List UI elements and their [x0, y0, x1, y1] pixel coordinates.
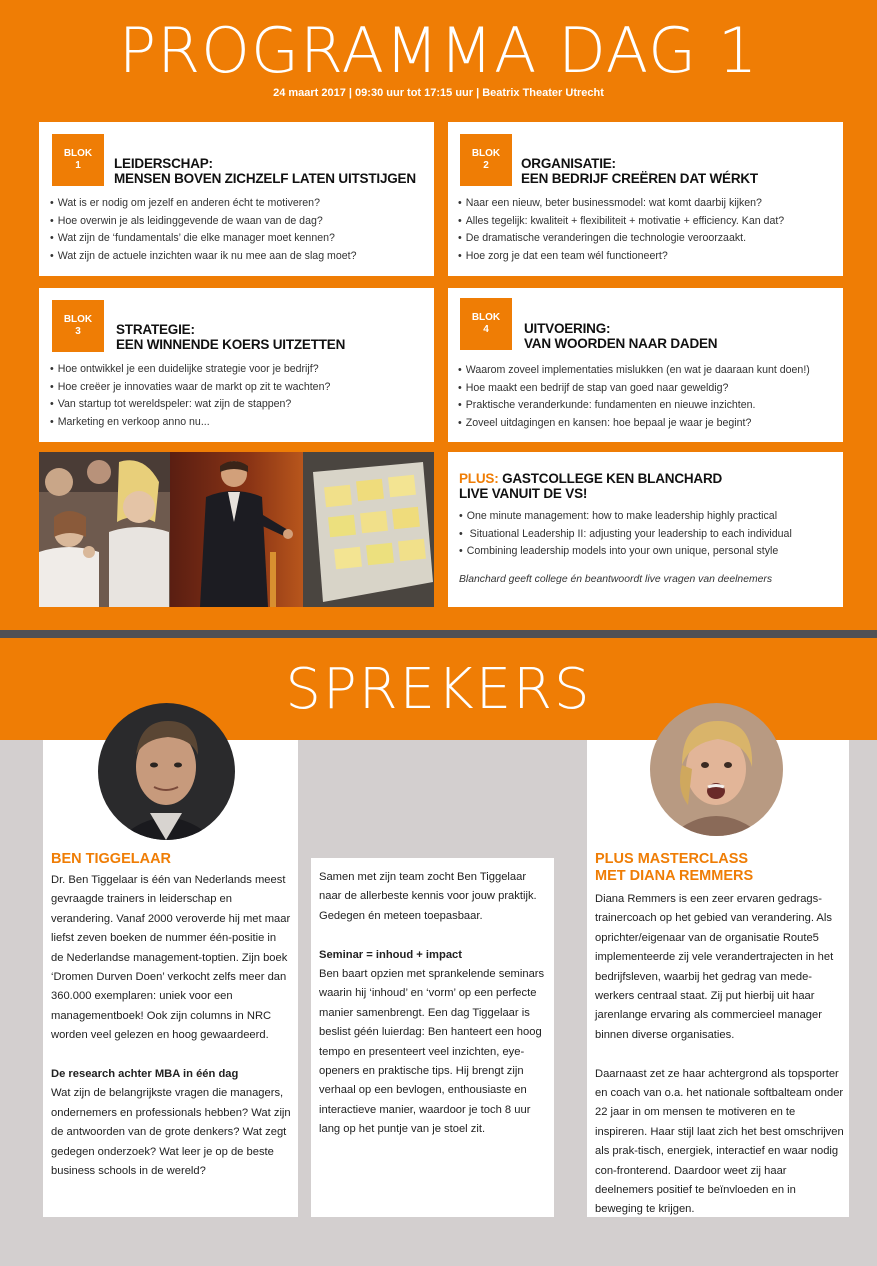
- audience-photo: [39, 452, 170, 607]
- sprekers-heading: SPREKERS: [0, 638, 877, 740]
- block-bullets-2: [458, 195, 784, 265]
- event-photos: [39, 452, 434, 607]
- list-item: • Naar een nieuw, beter businessmodel: wat komt daarbij kijken?: [458, 195, 784, 213]
- list-item: • Praktische veranderkunde: fundamenten en nieuwe inzichten.: [458, 397, 810, 415]
- list-item: • Alles tegelijk: kwaliteit + flexibiliteit + motivatie + efficiency. Kan dat?: [458, 213, 784, 231]
- list-item: • Waarom zoveel implementaties mislukken (en wat je daaraan kunt doen!): [458, 362, 810, 380]
- list-item: • Hoe ontwikkel je een duidelijke strategie voor je bedrijf?: [50, 361, 330, 379]
- avatar-diana-image: [650, 703, 783, 836]
- seminar-heading: Seminar = inhoud + impact: [319, 948, 462, 961]
- plus-guest-lecture-card: [448, 452, 843, 607]
- list-item: • Hoe creëer je innovaties waar de markt op zit te wachten?: [50, 379, 330, 397]
- block-title-line: EEN BEDRIJF CREËREN DAT WÉRKT: [521, 171, 758, 186]
- event-subtitle: 24 maart 2017 | 09:30 uur tot 17:15 uur | Beatrix Theater Utrecht: [273, 87, 604, 99]
- list-item: • Hoe maakt een bedrijf de stap van goed naar geweldig?: [458, 380, 810, 398]
- block-card-4: [448, 288, 843, 442]
- list-item: • Wat zijn de ‘fundamentals’ die elke manager moet kennen?: [50, 230, 356, 248]
- block-badge-1: [52, 134, 104, 186]
- block-bullets-3: [50, 361, 330, 431]
- speaker-bio-ben: [51, 871, 291, 1181]
- list-item: • Combining leadership models into your own unique, personal style: [459, 543, 792, 561]
- plus-title-line: LIVE VANUIT DE VS!: [459, 486, 588, 501]
- speaker-bio-paragraph: Daarnaast zet ze haar achtergrond als topsporter en coach van o.a. het nationale softbalteam onder 22 jaar in om mensen te motiveren en te inspireren. Haar stijl laat zich het best omschrijven als prak-tisch, energiek, interactief en waar nodig con-fronterend. Daardoor weet zij haar deelnemers positief te beïnvloeden en in beweging te krijgen.: [595, 1067, 844, 1216]
- speaker-bio-paragraph: Dr. Ben Tiggelaar is één van Nederlands meest gevraagde trainers in leiderschap en verandering. Vanaf 2000 veroverde hij met maar liefst zeven boeken de nummer één-positie in de Nederlandse management-toptien. Zijn boek ‘Dromen Durven Doen’ verkocht zelfs meer dan 360.000 exemplaren: uniek voor een managementboek! Ook zijn columns in NRC worden veel gelezen en hoog gewaardeerd.: [51, 874, 291, 1042]
- speaker-on-stage-image: [170, 452, 303, 607]
- speaker-name-ben: BEN TIGGELAAR: [51, 851, 172, 867]
- block-bullets-1: [50, 195, 356, 265]
- block-badge-number: 4: [483, 324, 489, 335]
- audience-photo-image: [39, 452, 170, 607]
- notes-photo-image: [303, 452, 434, 607]
- seminar-paragraph: Ben baart opzien met sprankelende seminars waarin hij ‘inhoud’ en ‘vorm’ op een perfecte manier samenbrengt. Een dag Tiggelaar is beslist géén luierdag: Ben hanteert een hoog tempo en presenteert veel inzichten, eye-openers en praktische tips. Hij brengt zijn verhaal op een bevlogen, enthousiaste en interactieve manier, waardoor je toch 8 uur lang op het puntje van je stoel zit.: [319, 968, 545, 1136]
- speaker-bio-heading: De research achter MBA in één dag: [51, 1068, 239, 1081]
- block-badge-label: BLOK: [471, 312, 501, 323]
- block-title-line: UITVOERING:: [524, 321, 611, 336]
- notes-photo: [303, 452, 434, 607]
- seminar-paragraph: Samen met zijn team zocht Ben Tiggelaar naar de allerbeste kennis voor jouw praktijk. Gedegen én meteen toepasbaar.: [319, 871, 537, 922]
- block-title-line: EEN WINNENDE KOERS UITZETTEN: [116, 337, 346, 352]
- list-item: • Hoe overwin je als leidinggevende de waan van de dag?: [50, 213, 356, 231]
- block-badge-number: 2: [483, 160, 489, 171]
- list-item: • Marketing en verkoop anno nu...: [50, 414, 330, 432]
- block-title-line: ORGANISATIE:: [521, 156, 616, 171]
- plus-title: [459, 471, 722, 501]
- block-title-line: VAN WOORDEN NAAR DADEN: [524, 336, 718, 351]
- plus-title-text: GASTCOLLEGE KEN BLANCHARD: [498, 471, 723, 486]
- speaker-name-line: MET DIANA REMMERS: [595, 868, 754, 884]
- plus-bullets: [459, 508, 792, 561]
- block-title-4: [524, 321, 717, 351]
- list-item: • Zoveel uitdagingen en kansen: hoe bepaal je waar je begint?: [458, 415, 810, 433]
- speaker-name-line: PLUS MASTERCLASS: [595, 851, 749, 867]
- block-card-2: [448, 122, 843, 276]
- avatar-diana-remmers: [650, 703, 783, 836]
- list-item: • Wat is er nodig om jezelf en anderen écht te motiveren?: [50, 195, 356, 213]
- block-card-3: [39, 288, 434, 442]
- list-item: • De dramatische veranderingen die technologie veroorzaakt.: [458, 230, 784, 248]
- block-badge-label: BLOK: [63, 148, 93, 159]
- block-badge-2: [460, 134, 512, 186]
- speaker-on-stage-photo: [170, 452, 303, 607]
- list-item: • Hoe zorg je dat een team wél functioneert?: [458, 248, 784, 266]
- list-item: • Wat zijn de actuele inzichten waar ik nu mee aan de slag moet?: [50, 248, 356, 266]
- speaker-bio-diana: [595, 890, 845, 1220]
- block-badge-number: 3: [75, 326, 81, 337]
- plus-title-line: [459, 471, 722, 486]
- seminar-text: [319, 868, 545, 1140]
- block-title-line: LEIDERSCHAP:: [114, 156, 213, 171]
- list-item: • Situational Leadership II: adjusting your leadership to each individual: [459, 526, 792, 544]
- block-badge-4: [460, 298, 512, 350]
- block-badge-3: [52, 300, 104, 352]
- page-title: PROGRAMMA DAG 1: [118, 14, 759, 87]
- block-title-2: [521, 156, 758, 186]
- block-badge-label: BLOK: [471, 148, 501, 159]
- speaker-bio-paragraph: Diana Remmers is een zeer ervaren gedrags-trainercoach op het gebied van verandering. Als oprichter/eigenaar van de organisatie Route5 implementeerde zij vele verandertrajecten in het bedrijfsleven, waarbij het gedrag van mede-werkers centraal staat. Zij put hierbij uit haar jarenlange ervaring als commercieel manager binnen diverse organisaties.: [595, 893, 834, 1041]
- block-bullets-4: [458, 362, 810, 432]
- block-title-3: [116, 322, 345, 352]
- list-item: • One minute management: how to make leadership highly practical: [459, 508, 792, 526]
- speaker-name-diana: [595, 851, 753, 885]
- block-card-1: [39, 122, 434, 276]
- avatar-ben-tiggelaar: [98, 703, 235, 840]
- plus-prefix: PLUS:: [459, 471, 499, 486]
- block-title-line: MENSEN BOVEN ZICHZELF LATEN UITSTIJGEN: [114, 171, 416, 186]
- block-title-line: STRATEGIE:: [116, 322, 195, 337]
- block-title-1: [114, 156, 416, 186]
- list-item: • Van startup tot wereldspeler: wat zijn de stappen?: [50, 396, 330, 414]
- plus-note: Blanchard geeft college én beantwoordt live vragen van deelnemers: [459, 574, 773, 585]
- block-badge-number: 1: [75, 160, 81, 171]
- section-divider: [0, 630, 877, 638]
- speaker-bio-paragraph: Wat zijn de belangrijkste vragen die managers, ondernemers en professionals hebben? Wat zijn de antwoorden van de grote denkers? Wat zegt gedegen onderzoek? Wat leer je op de beste business schools in de wereld?: [51, 1087, 291, 1178]
- avatar-ben-image: [98, 703, 235, 840]
- block-badge-label: BLOK: [63, 314, 93, 325]
